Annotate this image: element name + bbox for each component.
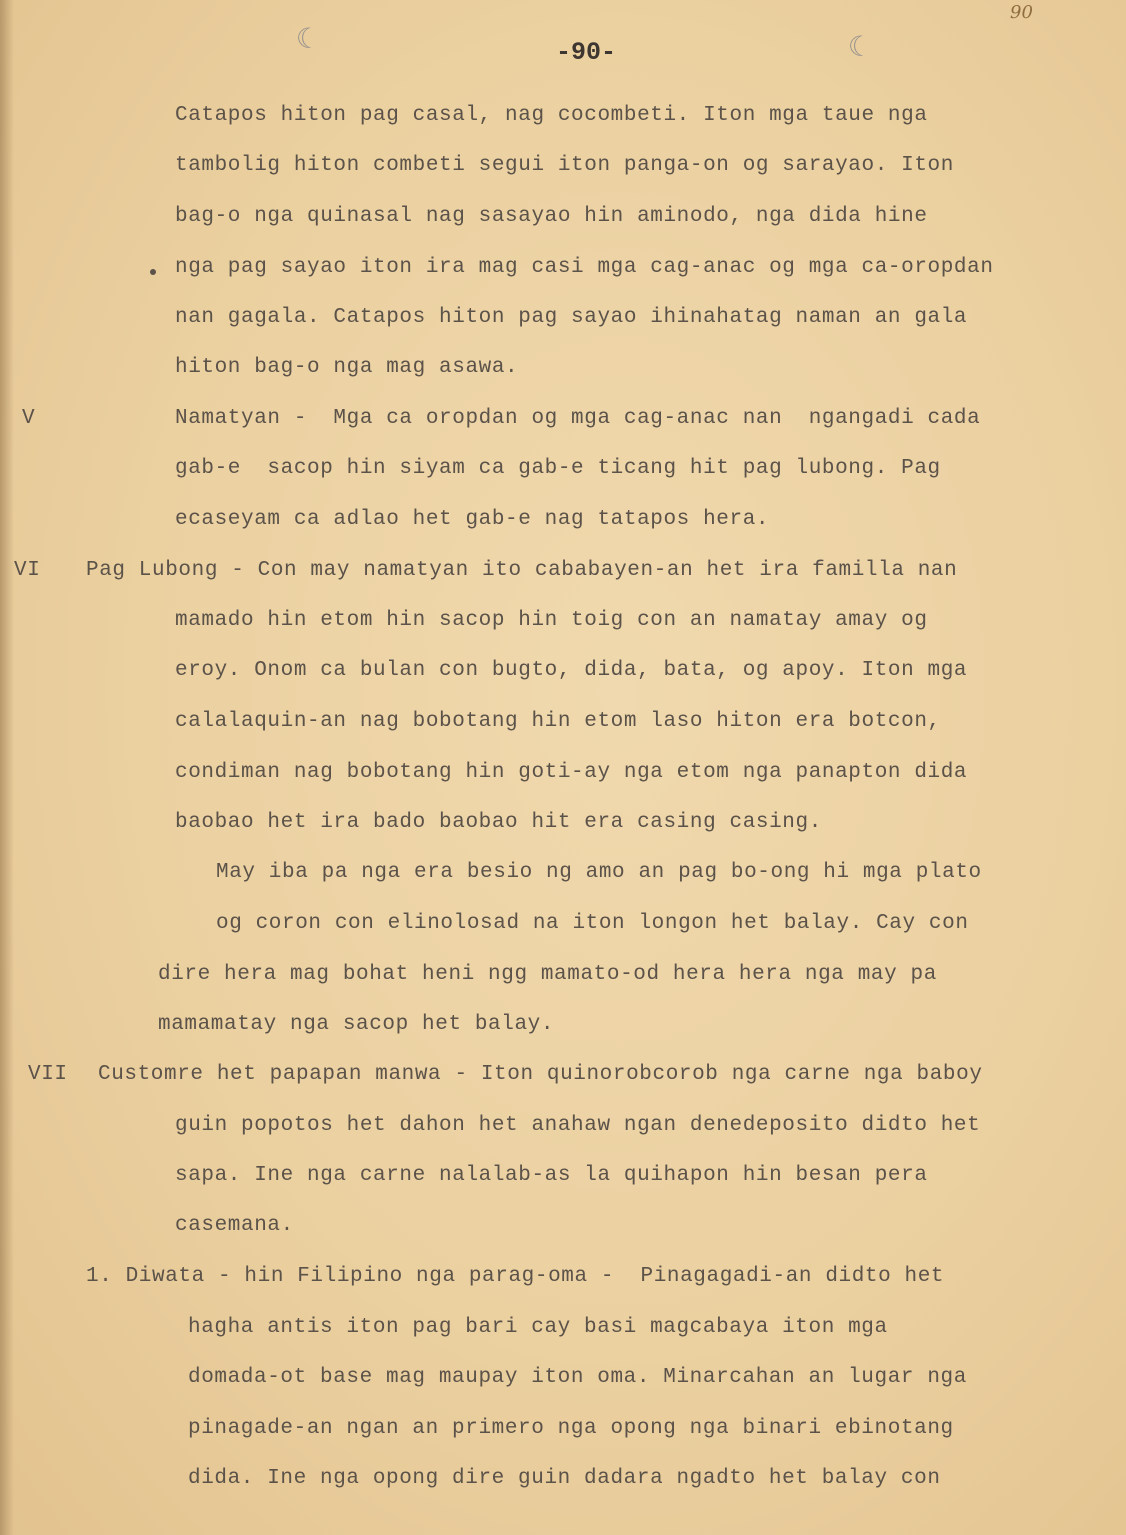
text-line: eroy. Onom ca bulan con bugto, dida, bata, og apoy. Iton mga — [175, 659, 968, 682]
page-number: -90- — [556, 38, 617, 67]
text-line: mamamatay nga sacop het balay. — [158, 1013, 555, 1036]
text-line: sapa. Ine nga carne nalalab-as la quihapon hin besan pera — [175, 1164, 928, 1187]
text-line: pinagade-an ngan an primero nga opong nga binari ebinotang — [188, 1417, 954, 1440]
text-line: guin popotos het dahon het anahaw ngan denedeposito didto het — [175, 1114, 981, 1137]
text-line: dire hera mag bohat heni ngg mamato-od hera hera nga may pa — [158, 963, 937, 986]
text-line: bag-o nga quinasal nag sasayao hin aminodo, nga dida hine — [175, 205, 928, 228]
text-line: hagha antis iton pag bari cay basi magcabaya iton mga — [188, 1316, 888, 1339]
punch-mark-icon: ☾ — [296, 26, 313, 57]
text-line: hiton bag-o nga mag asawa. — [175, 356, 519, 379]
text-line: domada-ot base mag maupay iton oma. Minarcahan an lugar nga — [188, 1366, 967, 1389]
text-line: condiman nag bobotang hin goti-ay nga etom nga panapton dida — [175, 761, 968, 784]
text-line: baobao het ira bado baobao hit era casing casing. — [175, 811, 822, 834]
margin-numeral: VI — [14, 559, 41, 582]
text-line: dida. Ine nga opong dire guin dadara ngadto het balay con — [188, 1467, 941, 1490]
page-edge-shadow — [0, 0, 14, 1535]
text-line: nan gagala. Catapos hiton pag sayao ihinahatag naman an gala — [175, 306, 968, 329]
text-line: 1. Diwata - hin Filipino nga parag-oma - Pinagagadi-an didto het — [86, 1265, 945, 1288]
margin-numeral: VII — [28, 1063, 68, 1086]
punch-mark-icon: ☾ — [848, 34, 865, 65]
text-line: calalaquin-an nag bobotang hin etom laso hiton era botcon, — [175, 710, 941, 733]
bullet-mark-icon — [150, 269, 156, 275]
text-line: casemana. — [175, 1214, 294, 1237]
text-line: gab-e sacop hin siyam ca gab-e ticang hit pag lubong. Pag — [175, 457, 941, 480]
text-line: Catapos hiton pag casal, nag cocombeti. Iton mga taue nga — [175, 104, 928, 127]
text-line: Namatyan - Mga ca oropdan og mga cag-anac nan ngangadi cada — [175, 407, 981, 430]
text-line: ecaseyam ca adlao het gab-e nag tatapos hera. — [175, 508, 770, 531]
text-line: tambolig hiton combeti segui iton panga-on og sarayao. Iton — [175, 154, 954, 177]
text-line: og coron con elinolosad na iton longon het balay. Cay con — [216, 912, 969, 935]
handwritten-page-number: 90 — [1010, 2, 1033, 23]
margin-numeral: V — [22, 407, 36, 430]
text-line: May iba pa nga era besio ng amo an pag bo-ong hi mga plato — [216, 861, 982, 884]
text-line: mamado hin etom hin sacop hin toig con an namatay amay og — [175, 609, 928, 632]
text-line: nga pag sayao iton ira mag casi mga cag-anac og mga ca-oropdan — [175, 256, 994, 279]
text-line: Customre het papapan manwa - Iton quinorobcorob nga carne nga baboy — [98, 1063, 983, 1086]
text-line: Pag Lubong - Con may namatyan ito cababayen-an het ira familla nan — [86, 559, 958, 582]
